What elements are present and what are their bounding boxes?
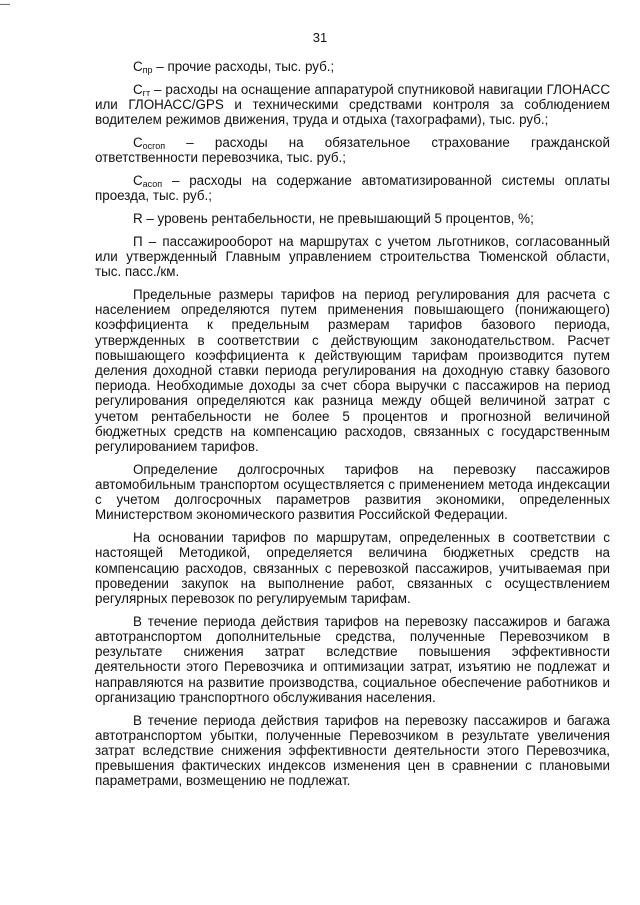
page-number: 31 bbox=[312, 30, 328, 45]
definition-text: – расходы на оснащение аппаратурой спутниковой навигации ГЛОНАСС или ГЛОНАСС/GPS и техническими средствами контроля за соблюдением водителем режимов движения, труда и отдыха (тахографами), тыс. руб.; bbox=[95, 81, 610, 128]
definition-text: – пассажирооборот на маршрутах с учетом льготников, согласованный или утвержденный Главным управлением строительства Тюменской области, тыс. пасс./км. bbox=[95, 233, 610, 280]
definition-r bbox=[95, 211, 610, 226]
paragraph-budget-funds: На основании тарифов по маршрутам, определенных в соответствии с настоящей Методикой, определяется величина бюджетных средств на компенсацию расходов, связанных с перевозкой пассажиров, учитываемая при проведении закупок на выполнение работ, связанных с осуществлением регулярных перевозок по регулируемым тарифам. bbox=[95, 530, 610, 607]
definition-symbol: R bbox=[133, 211, 143, 226]
paragraph-long-term-tariffs: Определение долгосрочных тарифов на перевозку пассажиров автомобильным транспортом осуществляется с применением метода индексации с учетом долгосрочных параметров развития экономики, определенных Министерством экономического развития Российской Федерации. bbox=[95, 461, 610, 523]
definition-text: – прочие расходы, тыс. руб.; bbox=[152, 59, 335, 74]
paragraph-tariff-limits: Предельные размеры тарифов на период регулирования для расчета с населением определяются путем применения повышающего (понижающего) коэффициента к предельным размерам тарифов базового периода, утвержденных в соответствии с действующим законодательством. Расчет повышающего коэффициента к действующим тарифам производится путем деления доходной ставки периода регулирования на доходную ставку базового периода. Необходимые доходы за счет сбора выручки с пассажиров на период регулирования определяются как разница между общей величиной затрат с учетом рентабельности не более 5 процентов и прогнозной величиной бюджетных средств на компенсацию расходов, связанных с государственным регулированием тарифов. bbox=[95, 287, 610, 455]
definition-symbol: П bbox=[133, 233, 143, 249]
paragraph-losses: В течение периода действия тарифов на перевозку пассажиров и багажа автотранспортом убытки, полученные Перевозчиком в результате увеличения затрат вследствие снижения эффективности деятельности этого Перевозчика, превышения фактических индексов изменения цен в сравнении с плановыми параметрами, возмещению не подлежат. bbox=[95, 712, 610, 789]
definition-text: – расходы на содержание автоматизированной системы оплаты проезда, тыс. руб.; bbox=[95, 173, 610, 204]
definition-symbol: $C_{осгоп}$ bbox=[133, 135, 166, 151]
definition-c-asop bbox=[95, 173, 610, 203]
definition-symbol: $C_{гт}$ bbox=[133, 81, 151, 98]
definition-c-osgop bbox=[95, 135, 610, 165]
definition-symbol: $C_{пр}$ bbox=[133, 59, 153, 75]
definition-text: – уровень рентабельности, не превышающий 5 процентов, %; bbox=[142, 211, 534, 226]
definition-c-pr bbox=[95, 59, 610, 74]
document-body bbox=[95, 59, 610, 789]
definition-text: – расходы на обязательное страхование гражданской ответственности перевозчика, тыс. руб.; bbox=[95, 135, 610, 166]
definition-symbol: $C_{асоп}$ bbox=[133, 173, 163, 189]
definition-p bbox=[95, 234, 610, 280]
definition-c-gt bbox=[95, 82, 610, 128]
paragraph-additional-funds: В течение периода действия тарифов на перевозку пассажиров и багажа автотранспортом дополнительные средства, полученные Перевозчиком в результате снижения затрат вследствие повышения эффективности деятельности этого Перевозчика и оптимизации затрат, изъятию не подлежат и направляются на развитие производства, социальное обеспечение работников и организацию транспортного обслуживания населения. bbox=[95, 613, 610, 705]
corner-mark: — bbox=[0, 0, 10, 10]
